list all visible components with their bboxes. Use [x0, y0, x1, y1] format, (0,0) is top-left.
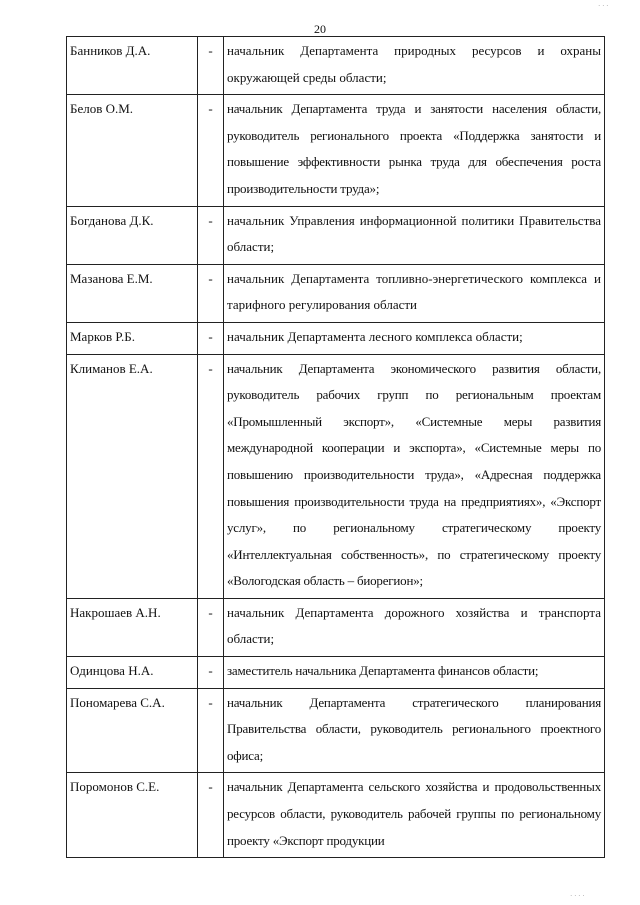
person-name: Марков Р.Б. — [67, 322, 198, 354]
dash-separator: - — [198, 264, 224, 322]
dash-separator: - — [198, 95, 224, 206]
dash-separator: - — [198, 598, 224, 656]
person-position: заместитель начальника Департамента финансов области; — [224, 657, 605, 689]
person-name: Поромонов С.Е. — [67, 773, 198, 858]
table-row — [67, 264, 605, 322]
officials-table — [66, 36, 605, 858]
person-name: Белов О.М. — [67, 95, 198, 206]
scan-artifact-top: · · · — [598, 2, 609, 10]
person-position: начальник Департамента дорожного хозяйства и транспорта области; — [224, 598, 605, 656]
person-name: Банников Д.А. — [67, 37, 198, 95]
dash-separator: - — [198, 354, 224, 598]
person-position: начальник Департамента труда и занятости населения области, руководитель регионального проекта «Поддержка занятости и повышение эффективности рынка труда для обеспечения роста производительности труда»; — [224, 95, 605, 206]
page-number: 20 — [314, 22, 326, 36]
dash-separator: - — [198, 773, 224, 858]
table-row — [67, 322, 605, 354]
table-row — [67, 598, 605, 656]
table-row — [67, 688, 605, 773]
person-name: Пономарева С.А. — [67, 688, 198, 773]
person-name: Климанов Е.А. — [67, 354, 198, 598]
person-position: начальник Департамента экономического развития области, руководитель рабочих групп по региональным проектам «Промышленный экспорт», «Системные меры развития международной кооперации и экспорта», «Системные меры по повышению производительности труда», «Адресная поддержка повышения производительности труда на предприятиях», «Экспорт услуг», по региональному стратегическому проекту «Интеллектуальная собственность», по стратегическому проекту «Вологодская область – биорегион»; — [224, 354, 605, 598]
table-row — [67, 773, 605, 858]
person-position: начальник Департамента сельского хозяйства и продовольственных ресурсов области, руководитель рабочей группы по региональному проекту «Экспорт продукции — [224, 773, 605, 858]
person-name: Одинцова Н.А. — [67, 657, 198, 689]
dash-separator: - — [198, 657, 224, 689]
person-name: Накрошаев А.Н. — [67, 598, 198, 656]
dash-separator: - — [198, 322, 224, 354]
person-position: начальник Департамента топливно-энергетического комплекса и тарифного регулирования области — [224, 264, 605, 322]
person-name: Мазанова Е.М. — [67, 264, 198, 322]
person-name: Богданова Д.К. — [67, 206, 198, 264]
person-position: начальник Департамента лесного комплекса области; — [224, 322, 605, 354]
dash-separator: - — [198, 37, 224, 95]
table-row — [67, 657, 605, 689]
person-position: начальник Департамента стратегического планирования Правительства области, руководитель регионального проектного офиса; — [224, 688, 605, 773]
table-row — [67, 354, 605, 598]
person-position: начальник Департамента природных ресурсов и охраны окружающей среды области; — [224, 37, 605, 95]
person-position: начальник Управления информационной политики Правительства области; — [224, 206, 605, 264]
scan-artifact-bottom: · · · · — [570, 892, 585, 900]
table-row — [67, 37, 605, 95]
dash-separator: - — [198, 206, 224, 264]
table-row — [67, 206, 605, 264]
dash-separator: - — [198, 688, 224, 773]
table-row — [67, 95, 605, 206]
